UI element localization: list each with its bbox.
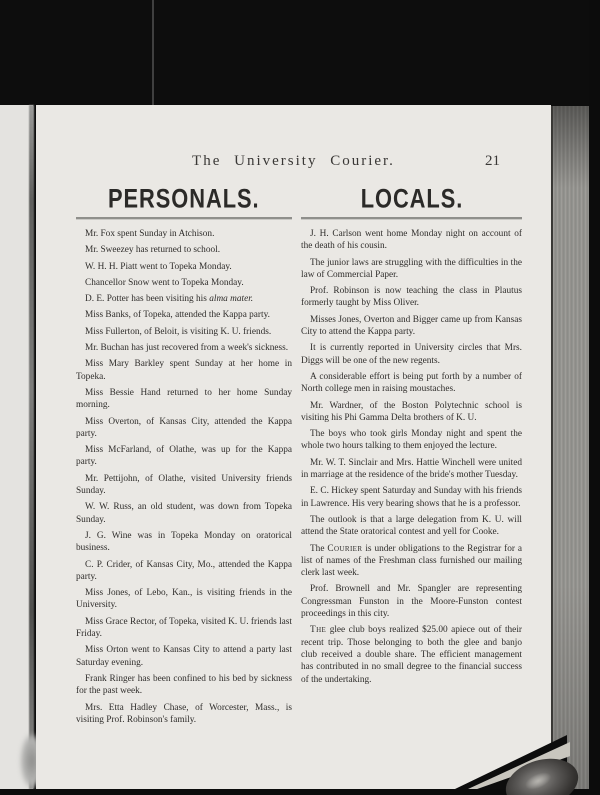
- news-item: Mr. Pettijohn, of Olathe, visited University friends Sunday.: [76, 473, 292, 497]
- news-item: J. G. Wine was in Topeka Monday on oratorical business.: [76, 530, 292, 554]
- news-item: The outlook is that a large delegation from K. U. will attend the State oratorical contest and yell for Cooke.: [301, 514, 522, 538]
- scratch-line: [152, 0, 154, 106]
- news-item: E. C. Hickey spent Saturday and Sunday with his friends in Lawrence. His very bearing shows that he is a professor.: [301, 486, 522, 509]
- news-item: Miss Grace Rector, of Topeka, visited K. U. friends last Friday.: [76, 616, 292, 640]
- fore-edge-pages: [551, 106, 591, 789]
- news-item: Frank Ringer has been confined to his bed by sickness for the past week.: [76, 673, 292, 697]
- page-number: 21: [485, 153, 500, 169]
- news-item: The glee club boys realized $25.00 apiece out of their recent trip. Those belonging to both the glee and banjo club received a double share. The efficient management has contributed in no small degree to the financial success of the undertaking.: [301, 625, 522, 685]
- news-item: Prof. Brownell and Mr. Spangler are representing Congressman Funston in the Moore-Funston contest proceedings in this city.: [301, 584, 522, 620]
- news-item: Miss Orton went to Kansas City to attend a party last Saturday evening.: [76, 645, 292, 668]
- news-item: The junior laws are struggling with the difficulties in the law of Commercial Paper.: [301, 257, 522, 280]
- news-item: W. H. H. Piatt went to Topeka Monday.: [85, 261, 232, 272]
- news-item: Prof. Robinson is now teaching the class in Plautus formerly taught by Miss Oliver.: [301, 286, 522, 309]
- news-item: Miss Mary Barkley spent Sunday at her home in Topeka.: [76, 359, 292, 382]
- news-item: Mr. Sweezey has returned to school.: [85, 245, 221, 256]
- news-item: Miss Fullerton, of Beloit, is visiting K. U. friends.: [85, 326, 272, 337]
- page: [36, 105, 551, 789]
- news-item: Misses Jones, Overton and Bigger came up from Kansas City to attend the Kappa party.: [301, 314, 522, 338]
- news-item: W. W. Russ, an old student, was down from Topeka Sunday.: [76, 502, 292, 525]
- news-item: It is currently reported in University circles that Mrs. Diggs will be one of the new regents.: [301, 343, 522, 366]
- personals-heading: PERSONALS.: [108, 182, 260, 214]
- news-item: Mr. W. T. Sinclair and Mrs. Hattie Winchell were united in marriage at the residence of the bride's mother Tuesday.: [301, 457, 522, 481]
- thumb-highlight: [523, 769, 554, 793]
- scan-top-margin: [0, 0, 600, 106]
- news-item: Miss Bessie Hand returned to her home Sunday morning.: [76, 387, 292, 411]
- scan-right-margin: [589, 0, 600, 795]
- masthead-title: The University Courier.: [192, 153, 395, 169]
- heading-rule: [76, 217, 292, 219]
- news-item: Chancellor Snow went to Topeka Monday.: [85, 277, 244, 288]
- news-item: Mr. Fox spent Sunday in Atchison.: [85, 229, 215, 239]
- news-item: D. E. Potter has been visiting his alma mater.: [85, 294, 254, 305]
- news-item: Miss McFarland, of Olathe, was up for the Kappa party.: [76, 445, 292, 468]
- news-item: Mrs. Etta Hadley Chase, of Worcester, Mass., is visiting Prof. Robinson's family.: [76, 702, 292, 725]
- news-item: Miss Banks, of Topeka, attended the Kappa party.: [85, 310, 270, 321]
- news-item: Miss Jones, of Lebo, Kan., is visiting friends in the University.: [76, 588, 292, 611]
- locals-column: [301, 182, 523, 690]
- news-item: Mr. Buchan has just recovered from a week's sickness.: [85, 343, 289, 354]
- news-item: Miss Overton, of Kansas City, attended the Kappa party.: [76, 416, 292, 439]
- news-item: A considerable effort is being put forth by a number of North college men in raising moustaches.: [301, 371, 522, 395]
- news-item: J. H. Carlson went home Monday night on account of the death of his cousin.: [301, 229, 522, 252]
- gutter-shadow: [29, 105, 34, 789]
- news-item: The boys who took girls Monday night and spent the whole two hours talking to them enjoyed the lecture.: [301, 429, 522, 452]
- news-item: The Courier is under obligations to the Registrar for a list of names of the Freshman class furnished our mailing clerk last week.: [301, 543, 523, 579]
- heading-rule: [301, 217, 522, 219]
- news-item: C. P. Crider, of Kansas City, Mo., attended the Kappa party.: [76, 559, 292, 582]
- news-item: Mr. Wardner, of the Boston Polytechnic school is visiting his Phi Gamma Delta brothers of K. U.: [301, 400, 522, 423]
- locals-heading: LOCALS.: [360, 182, 463, 214]
- personals-column: [76, 182, 292, 730]
